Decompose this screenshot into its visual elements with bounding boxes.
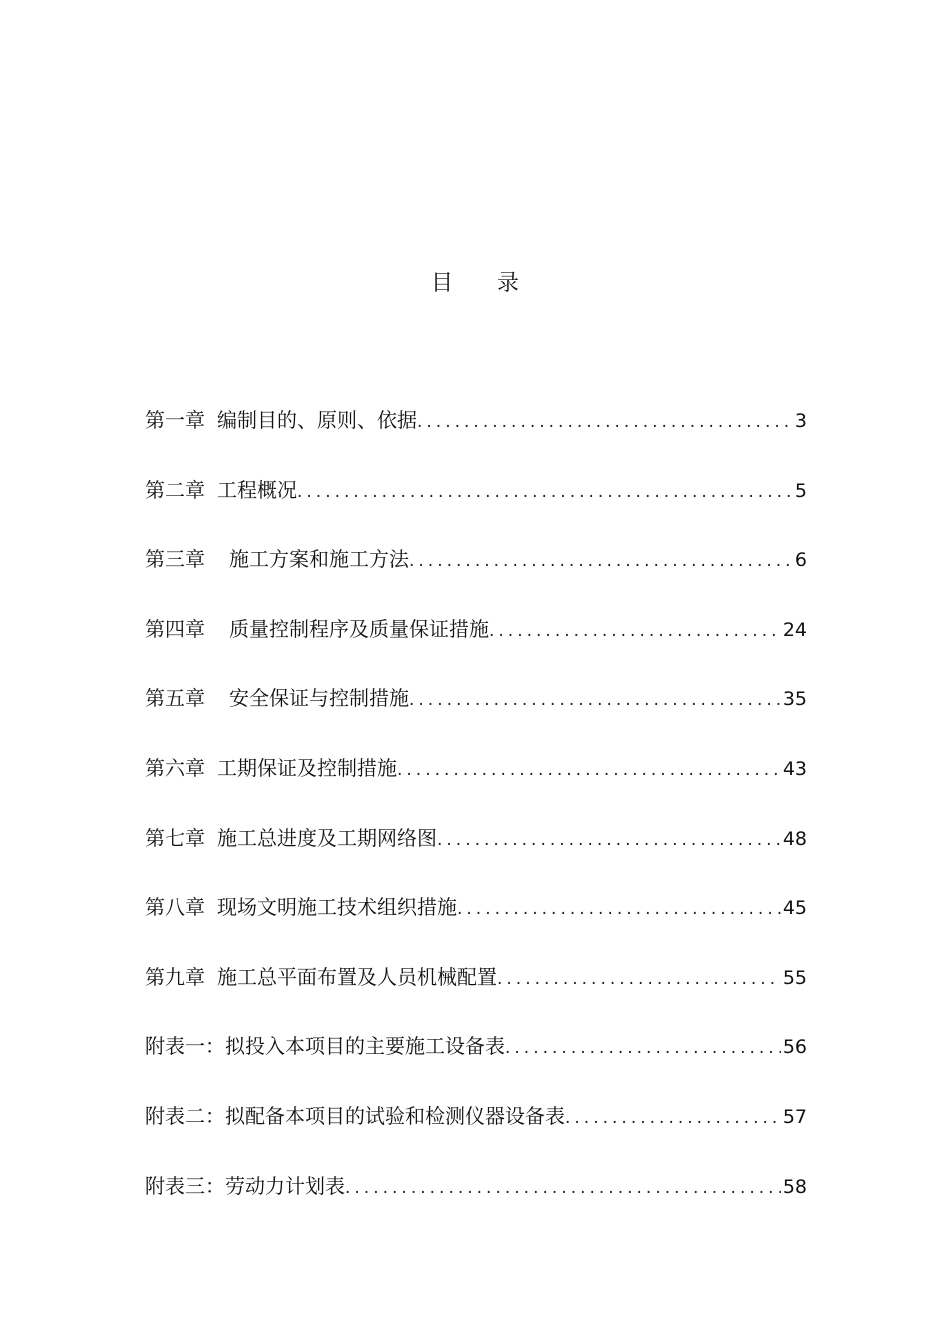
toc-entry[interactable]: [145, 1100, 807, 1170]
toc-chapter-label: 第六章: [145, 755, 205, 780]
toc-page-number: 24: [782, 618, 807, 641]
toc-entry[interactable]: [145, 1030, 807, 1100]
toc-heading: 施工方案和施工方法: [229, 547, 409, 572]
toc-entry[interactable]: [145, 682, 807, 752]
toc-dot-leader: [409, 690, 781, 710]
toc-heading: 编制目的、原则、依据: [217, 408, 417, 432]
toc-dot-leader: [565, 1108, 781, 1128]
toc-heading: 施工总平面布置及人员机械配置: [217, 964, 497, 989]
toc-list: [145, 404, 807, 1239]
toc-page-number: 35: [782, 688, 807, 711]
toc-heading: 施工总进度及工期网络图: [217, 825, 437, 850]
toc-chapter-label: 第二章: [145, 477, 205, 502]
toc-chapter-label: 第一章: [145, 408, 205, 432]
toc-entry[interactable]: [145, 891, 807, 961]
toc-heading: 工期保证及控制措施: [217, 755, 397, 780]
toc-dot-leader: [505, 1038, 781, 1058]
toc-heading: 拟配备本项目的试验和检测仪器设备表: [225, 1103, 565, 1128]
toc-chapter-label: 第七章: [145, 825, 205, 850]
toc-entry[interactable]: [145, 543, 807, 613]
toc-title-char-2: 录: [497, 271, 520, 296]
toc-heading: 现场文明施工技术组织措施: [217, 895, 457, 920]
toc-dot-leader: [457, 899, 781, 919]
toc-chapter-label: 附表二：: [145, 1103, 225, 1128]
toc-dot-leader: [397, 760, 781, 780]
toc-title-char-1: 目: [430, 271, 453, 296]
toc-title: [0, 266, 950, 297]
toc-heading: 拟投入本项目的主要施工设备表: [225, 1034, 505, 1059]
toc-chapter-label: 附表三：: [145, 1173, 225, 1198]
toc-entry[interactable]: [145, 752, 807, 822]
toc-heading: 劳动力计划表: [225, 1173, 345, 1198]
toc-entry[interactable]: [145, 404, 807, 474]
toc-page-number: 6: [794, 549, 807, 572]
toc-page-number: 45: [782, 897, 807, 920]
toc-chapter-label: 第四章: [145, 616, 205, 641]
toc-entry[interactable]: [145, 822, 807, 892]
toc-page-number: 43: [782, 757, 807, 780]
toc-dot-leader: [497, 969, 781, 989]
toc-dot-leader: [409, 551, 793, 571]
toc-chapter-label: 第八章: [145, 895, 205, 920]
toc-dot-leader: [489, 621, 781, 641]
toc-dot-leader: [345, 1178, 781, 1198]
toc-dot-leader: [297, 482, 793, 502]
toc-page-number: 56: [782, 1036, 807, 1059]
toc-page-number: 55: [782, 966, 807, 989]
toc-dot-leader: [417, 412, 793, 432]
toc-page-number: 57: [782, 1105, 807, 1128]
toc-heading: 质量控制程序及质量保证措施: [229, 616, 489, 641]
toc-chapter-label: 第三章: [145, 547, 205, 572]
toc-heading: 安全保证与控制措施: [229, 686, 409, 711]
toc-chapter-label: 第九章: [145, 964, 205, 989]
toc-entry[interactable]: [145, 613, 807, 683]
toc-chapter-label: 附表一：: [145, 1034, 225, 1059]
toc-page-number: 5: [794, 479, 807, 502]
toc-page-number: 48: [782, 827, 807, 850]
toc-entry[interactable]: [145, 474, 807, 544]
toc-dot-leader: [437, 830, 781, 850]
toc-page-number: 3: [794, 410, 807, 432]
toc-entry[interactable]: [145, 961, 807, 1031]
toc-heading: 工程概况: [217, 477, 297, 502]
toc-entry[interactable]: [145, 1170, 807, 1240]
toc-page-number: 58: [782, 1175, 807, 1198]
toc-chapter-label: 第五章: [145, 686, 205, 711]
